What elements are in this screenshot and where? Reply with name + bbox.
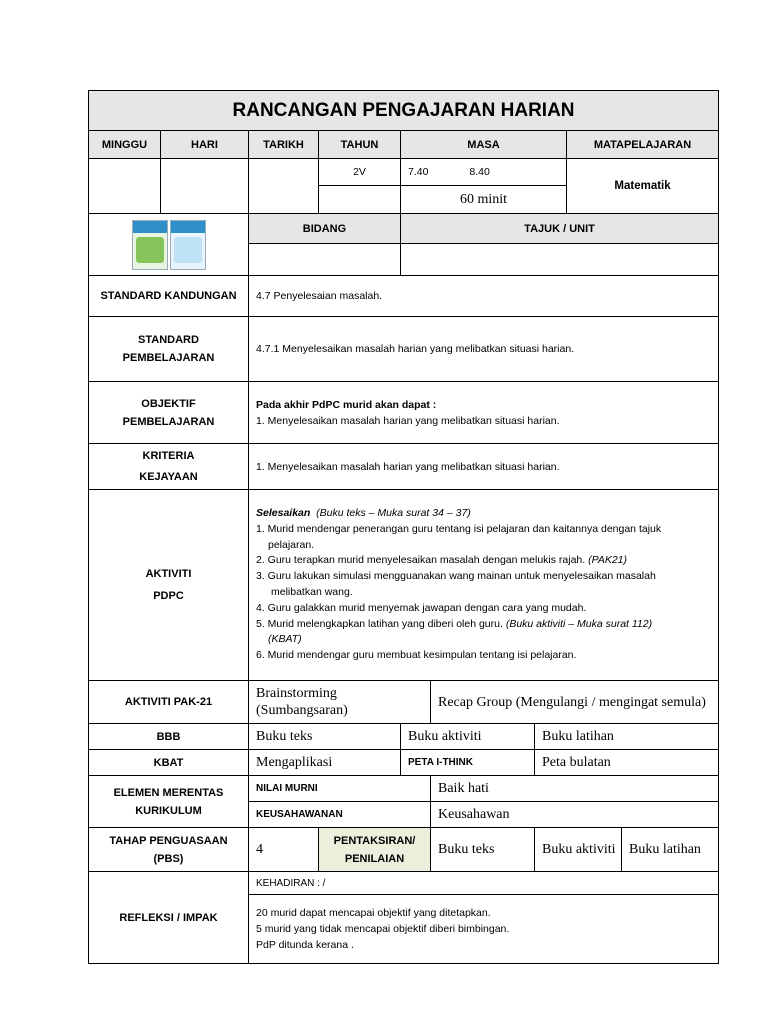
aktiviti-label-1: AKTIVITI bbox=[145, 568, 192, 580]
aktiviti-step-3b: melibatkan wang. bbox=[271, 586, 353, 598]
objektif-label-2: PEMBELAJARAN bbox=[122, 415, 215, 428]
standard-kandungan-value: 4.7 Penyelesaian masalah. bbox=[249, 276, 719, 317]
aktiviti-step-5b: (Buku aktiviti – Muka surat 112) bbox=[505, 617, 653, 630]
kriteria-label bbox=[89, 444, 249, 490]
objektif-value bbox=[249, 382, 719, 444]
header-hari: HARI bbox=[161, 131, 249, 159]
emk-label-2: KURIKULUM bbox=[135, 804, 202, 817]
bidang-label: BIDANG bbox=[249, 214, 401, 244]
aktiviti-step-3a: 3. Guru lakukan simulasi mengguanakan wang mainan untuk menyelesaikan masalah bbox=[256, 570, 656, 583]
refleksi-label: REFLEKSI / IMPAK bbox=[89, 872, 249, 964]
subject-value: Matematik bbox=[567, 159, 719, 214]
pentaksiran-label-1: PENTAKSIRAN/ bbox=[333, 834, 416, 847]
duration-value: 60 minit bbox=[401, 186, 567, 214]
aktiviti-intro-ref: (Buku teks – Muka surat 34 – 37) bbox=[316, 507, 471, 520]
minggu-value[interactable] bbox=[89, 159, 161, 214]
kehadiran-value: KEHADIRAN : / bbox=[249, 872, 719, 895]
header-tahun: TAHUN bbox=[319, 131, 401, 159]
aktiviti-step-4: 4. Guru galakkan murid menyemak jawapan dengan cara yang mudah. bbox=[256, 601, 587, 614]
bbb-item-3: Buku latihan bbox=[535, 724, 719, 750]
tahun-value: 2V bbox=[319, 159, 401, 186]
objektif-item: 1. Menyelesaikan masalah harian yang melibatkan situasi harian. bbox=[256, 414, 560, 427]
aktiviti-step-5a: 5. Murid melengkapkan latihan yang diberi oleh guru. bbox=[256, 617, 503, 630]
aktiviti-intro bbox=[256, 506, 718, 522]
pbs-label-1: TAHAP PENGUASAAN bbox=[109, 834, 228, 847]
peta-ithink-value: Peta bulatan bbox=[535, 750, 719, 776]
aktiviti-step-2a: 2. Guru terapkan murid menyelesaikan masalah dengan melukis rajah. bbox=[256, 554, 586, 567]
masa-end: 8.40 bbox=[469, 166, 490, 178]
bbb-label: BBB bbox=[89, 724, 249, 750]
emk-label bbox=[89, 776, 249, 828]
nilai-murni-value: Baik hati bbox=[431, 776, 719, 802]
page-title: RANCANGAN PENGAJARAN HARIAN bbox=[89, 91, 719, 131]
kbat-label: KBAT bbox=[89, 750, 249, 776]
pbs-label-2: (PBS) bbox=[153, 852, 184, 865]
aktiviti-step-5 bbox=[256, 617, 718, 633]
pentaksiran-label-2: PENILAIAN bbox=[344, 852, 405, 865]
peta-ithink-label: PETA I-THINK bbox=[401, 750, 535, 776]
header-tarikh: TARIKH bbox=[249, 131, 319, 159]
standard-pembelajaran-label-2: PEMBELAJARAN bbox=[122, 352, 215, 364]
pbs-level: 4 bbox=[256, 841, 263, 857]
header-minggu: MINGGU bbox=[89, 131, 161, 159]
pbs-label bbox=[89, 828, 249, 872]
pbs-level-cell bbox=[249, 828, 319, 872]
activity-book-cover-image bbox=[170, 220, 206, 270]
objektif-label bbox=[89, 382, 249, 444]
pentaksiran-item-1: Buku teks bbox=[431, 828, 535, 872]
aktiviti-step-5c-text: (KBAT) bbox=[268, 633, 302, 646]
bbb-item-1: Buku teks bbox=[249, 724, 401, 750]
bidang-value[interactable] bbox=[249, 244, 401, 276]
hari-value[interactable] bbox=[161, 159, 249, 214]
pak21-label: AKTIVITI PAK-21 bbox=[89, 681, 249, 724]
pak21-activity-2: Recap Group (Mengulangi / mengingat semula) bbox=[431, 681, 719, 724]
aktiviti-step-1a: 1. Murid mendengar penerangan guru tentang isi pelajaran dan kaitannya dengan tajuk bbox=[256, 522, 662, 535]
tajuk-value[interactable] bbox=[401, 244, 719, 276]
emk-label-1: ELEMEN MERENTAS bbox=[113, 786, 224, 799]
book-covers bbox=[89, 214, 249, 276]
masa-start: 7.40 bbox=[408, 166, 429, 178]
rph-sheet bbox=[88, 90, 718, 964]
kriteria-value: 1. Menyelesaikan masalah harian yang melibatkan situasi harian. bbox=[249, 444, 719, 490]
aktiviti-step-2b: (PAK21) bbox=[588, 554, 628, 567]
objektif-label-1: OBJEKTIF bbox=[141, 397, 196, 410]
tarikh-value[interactable] bbox=[249, 159, 319, 214]
pentaksiran-label bbox=[319, 828, 431, 872]
pentaksiran-item-2: Buku aktiviti bbox=[535, 828, 622, 872]
refleksi-line-3: PdP ditunda kerana . bbox=[256, 939, 354, 951]
refleksi-value bbox=[249, 895, 719, 964]
keusahawanan-label: KEUSAHAWANAN bbox=[249, 802, 431, 828]
aktiviti-label-2: PDPC bbox=[153, 590, 184, 602]
header-masa: MASA bbox=[401, 131, 567, 159]
aktiviti-step-6: 6. Murid mendengar guru membuat kesimpulan tentang isi pelajaran. bbox=[256, 649, 577, 662]
pak21-activity-1: Brainstorming (Sumbangsaran) bbox=[249, 681, 431, 724]
rph-table bbox=[88, 90, 719, 964]
tahun-extra bbox=[319, 186, 401, 214]
aktiviti-step-1b: pelajaran. bbox=[268, 538, 315, 551]
kriteria-label-2: KEJAYAAN bbox=[139, 470, 198, 483]
objektif-heading: Pada akhir PdPC murid akan dapat : bbox=[256, 398, 437, 411]
aktiviti-step-5c bbox=[256, 632, 718, 648]
standard-pembelajaran-label bbox=[89, 317, 249, 382]
aktiviti-intro-bold: Selesaikan bbox=[256, 507, 311, 520]
kriteria-label-1: KRITERIA bbox=[142, 449, 195, 462]
kbat-value: Mengaplikasi bbox=[249, 750, 401, 776]
tajuk-label: TAJUK / UNIT bbox=[401, 214, 719, 244]
keusahawanan-value: Keusahawan bbox=[431, 802, 719, 828]
masa-value bbox=[401, 159, 567, 186]
pentaksiran-item-3: Buku latihan bbox=[622, 828, 719, 872]
standard-pembelajaran-value: 4.7.1 Menyelesaikan masalah harian yang melibatkan situasi harian. bbox=[249, 317, 719, 382]
aktiviti-label bbox=[89, 490, 249, 681]
refleksi-line-2: 5 murid yang tidak mencapai objektif diberi bimbingan. bbox=[256, 923, 510, 935]
refleksi-line-1: 20 murid dapat mencapai objektif yang ditetapkan. bbox=[256, 907, 491, 919]
header-matapelajaran: MATAPELAJARAN bbox=[567, 131, 719, 159]
standard-kandungan-label: STANDARD KANDUNGAN bbox=[89, 276, 249, 317]
bbb-item-2: Buku aktiviti bbox=[401, 724, 535, 750]
textbook-cover-image bbox=[132, 220, 168, 270]
aktiviti-value bbox=[249, 490, 719, 681]
nilai-murni-label: NILAI MURNI bbox=[249, 776, 431, 802]
aktiviti-step-2 bbox=[256, 553, 718, 569]
standard-pembelajaran-label-1: STANDARD bbox=[138, 334, 199, 346]
